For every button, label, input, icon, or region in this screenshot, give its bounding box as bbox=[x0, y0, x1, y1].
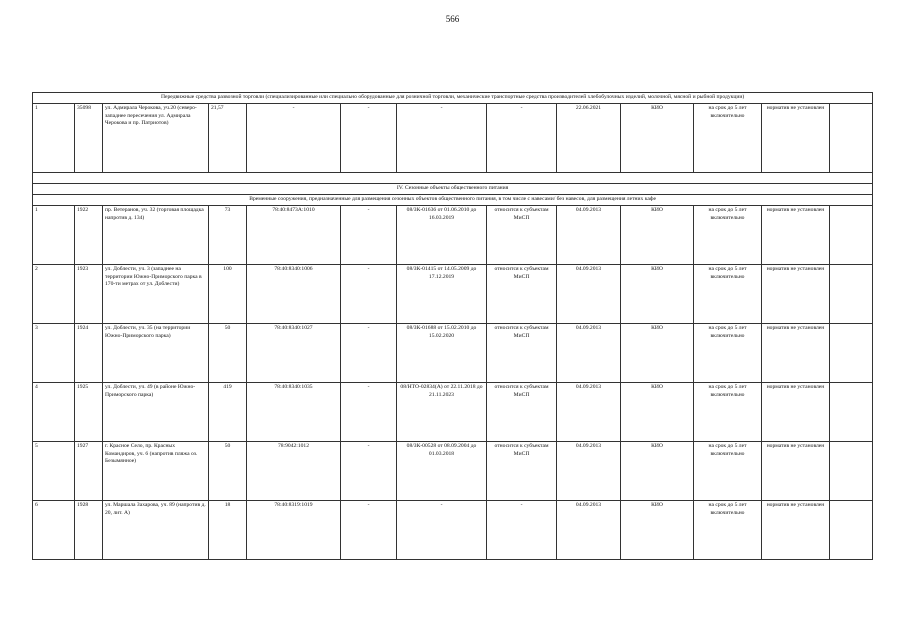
row-number: 2 bbox=[33, 265, 75, 324]
row-district: КИО bbox=[621, 383, 694, 442]
row-empty-cell bbox=[830, 383, 873, 442]
row-empty-cell bbox=[830, 265, 873, 324]
row-smsp: относится к субъектам МиСП bbox=[487, 265, 557, 324]
section-subheader-row bbox=[33, 195, 873, 206]
row-col5: - bbox=[341, 206, 397, 265]
row-date: 04.09.2013 bbox=[557, 206, 621, 265]
row-empty-cell bbox=[830, 501, 873, 560]
table-row bbox=[33, 206, 873, 265]
row-norm: норматив не установлен bbox=[762, 104, 830, 173]
row-cadastral: - bbox=[247, 104, 341, 173]
row-id: 1925 bbox=[75, 383, 103, 442]
row-col5: - bbox=[341, 442, 397, 501]
row-area: 50 bbox=[209, 442, 247, 501]
row-smsp: относится к субъектам МиСП bbox=[487, 442, 557, 501]
row-col5: - bbox=[341, 265, 397, 324]
row-cadastral: 78:40:8340:1006 bbox=[247, 265, 341, 324]
row-id: 1927 bbox=[75, 442, 103, 501]
row-term: на срок до 5 лет включительно bbox=[694, 265, 762, 324]
row-norm: норматив не установлен bbox=[762, 206, 830, 265]
row-date: 04.09.2013 bbox=[557, 501, 621, 560]
row-smsp: - bbox=[487, 104, 557, 173]
row-term: на срок до 5 лет включительно bbox=[694, 383, 762, 442]
row-area: 21,57 bbox=[209, 104, 247, 173]
row-contract: - bbox=[397, 104, 487, 173]
section-title-row bbox=[33, 184, 873, 195]
row-cadastral: 78:40:8340:1035 bbox=[247, 383, 341, 442]
table-row bbox=[33, 383, 873, 442]
row-empty-cell bbox=[830, 324, 873, 383]
row-date: 04.09.2013 bbox=[557, 383, 621, 442]
row-norm: норматив не установлен bbox=[762, 442, 830, 501]
row-number: 4 bbox=[33, 383, 75, 442]
row-empty-cell bbox=[830, 206, 873, 265]
row-term: на срок до 5 лет включительно bbox=[694, 442, 762, 501]
row-smsp: относится к субъектам МиСП bbox=[487, 206, 557, 265]
row-number: 5 bbox=[33, 442, 75, 501]
row-cadastral: 78:40:8340:1027 bbox=[247, 324, 341, 383]
row-date: 04.09.2013 bbox=[557, 442, 621, 501]
row-norm: норматив не установлен bbox=[762, 383, 830, 442]
spacer-row bbox=[33, 173, 873, 184]
row-cadastral: 78:9042:1012 bbox=[247, 442, 341, 501]
row-col5: - bbox=[341, 383, 397, 442]
row-number: 6 bbox=[33, 501, 75, 560]
row-term: на срок до 5 лет включительно bbox=[694, 206, 762, 265]
row-address: ул. Адмирала Черокова, уч.20 (северо-западнее пересечения ул. Адмирала Черокова и пр. Патриотов) bbox=[103, 104, 209, 173]
row-area: 100 bbox=[209, 265, 247, 324]
row-id: 35098 bbox=[75, 104, 103, 173]
table-row bbox=[33, 442, 873, 501]
row-smsp: - bbox=[487, 501, 557, 560]
row-cadastral: 78:40:8473А:1010 bbox=[247, 206, 341, 265]
row-address: ул. Доблести, уч. 35 (на территории Южно-Приморского парка) bbox=[103, 324, 209, 383]
row-term: на срок до 5 лет включительно bbox=[694, 324, 762, 383]
row-col5: - bbox=[341, 324, 397, 383]
row-contract: 08/ЗК-01415 от 14.05.2009 до 17.12.2019 bbox=[397, 265, 487, 324]
row-smsp: относится к субъектам МиСП bbox=[487, 383, 557, 442]
row-term: на срок до 5 лет включительно bbox=[694, 501, 762, 560]
mobile-trade-header: Передвижные средства развозной торговли (специализированные или специально оборудованные для розничной торговли, механические транспортные средства производителей хлебобулочных изделий, молочной, мясной и рыбной продукции) bbox=[33, 93, 873, 104]
row-contract: 08/НТО-02834(А) от 22.11.2018 до 21.11.2023 bbox=[397, 383, 487, 442]
row-id: 1923 bbox=[75, 265, 103, 324]
row-number: 1 bbox=[33, 206, 75, 265]
section-header-row bbox=[33, 93, 873, 104]
row-area: 73 bbox=[209, 206, 247, 265]
row-contract: 08/ЗК-00528 от 08.09.2004 до 01.03.2018 bbox=[397, 442, 487, 501]
row-district: КИО bbox=[621, 206, 694, 265]
table-row bbox=[33, 501, 873, 560]
spacer-cell bbox=[33, 173, 873, 184]
row-cadastral: 78:40:8319:1019 bbox=[247, 501, 341, 560]
row-district: КИО bbox=[621, 501, 694, 560]
row-term: на срок до 5 лет включительно bbox=[694, 104, 762, 173]
table-row bbox=[33, 104, 873, 173]
row-date: 04.09.2013 bbox=[557, 324, 621, 383]
section-iv-subheader: Временные сооружения, предназначенные для размещения сезонных объектов общественного питания, в том числе с навесами/ без навесов, для размещения летних кафе bbox=[33, 195, 873, 206]
row-id: 1922 bbox=[75, 206, 103, 265]
row-district: КИО bbox=[621, 442, 694, 501]
row-smsp: относится к субъектам МиСП bbox=[487, 324, 557, 383]
row-norm: норматив не установлен bbox=[762, 501, 830, 560]
row-norm: норматив не установлен bbox=[762, 324, 830, 383]
row-empty-cell bbox=[830, 104, 873, 173]
row-norm: норматив не установлен bbox=[762, 265, 830, 324]
row-address: г. Красное Село, пр. Красных Командиров, уч. 6 (напротив пляжа оз. Безымянное) bbox=[103, 442, 209, 501]
row-date: 22.06.2021 bbox=[557, 104, 621, 173]
row-address: ул. Маршала Захарова, уч. 89 (напротив д. 20, лит. А) bbox=[103, 501, 209, 560]
row-address: пр. Ветеранов, уч. 32 (торговая площадка напротив д. 134) bbox=[103, 206, 209, 265]
row-contract: 08/ЗК-01636 от 01.06.2010 до 16.03.2019 bbox=[397, 206, 487, 265]
row-area: 50 bbox=[209, 324, 247, 383]
row-col5: - bbox=[341, 104, 397, 173]
row-address: ул. Доблести, уч. 3 (западнее на территории Южно-Приморского парка в 170-ти метрах от ул. Доблести) bbox=[103, 265, 209, 324]
row-address: ул. Доблести, уч. 49 (в районе Южно-Приморского парка) bbox=[103, 383, 209, 442]
row-date: 04.09.2013 bbox=[557, 265, 621, 324]
row-number: 1 bbox=[33, 104, 75, 173]
row-district: КИО bbox=[621, 265, 694, 324]
register-table bbox=[32, 92, 873, 560]
row-id: 1924 bbox=[75, 324, 103, 383]
row-number: 3 bbox=[33, 324, 75, 383]
row-col5: - bbox=[341, 501, 397, 560]
row-area: 18 bbox=[209, 501, 247, 560]
row-contract: 08/ЗК-01688 от 15.02.2010 до 15.02.2020 bbox=[397, 324, 487, 383]
row-district: КИО bbox=[621, 104, 694, 173]
row-id: 1928 bbox=[75, 501, 103, 560]
table-row bbox=[33, 265, 873, 324]
row-area: 419 bbox=[209, 383, 247, 442]
row-empty-cell bbox=[830, 442, 873, 501]
table-row bbox=[33, 324, 873, 383]
page-number: 566 bbox=[445, 14, 460, 24]
row-contract: - bbox=[397, 501, 487, 560]
row-district: КИО bbox=[621, 324, 694, 383]
section-iv-title: IV. Сезонные объекты общественного питания bbox=[33, 184, 873, 195]
